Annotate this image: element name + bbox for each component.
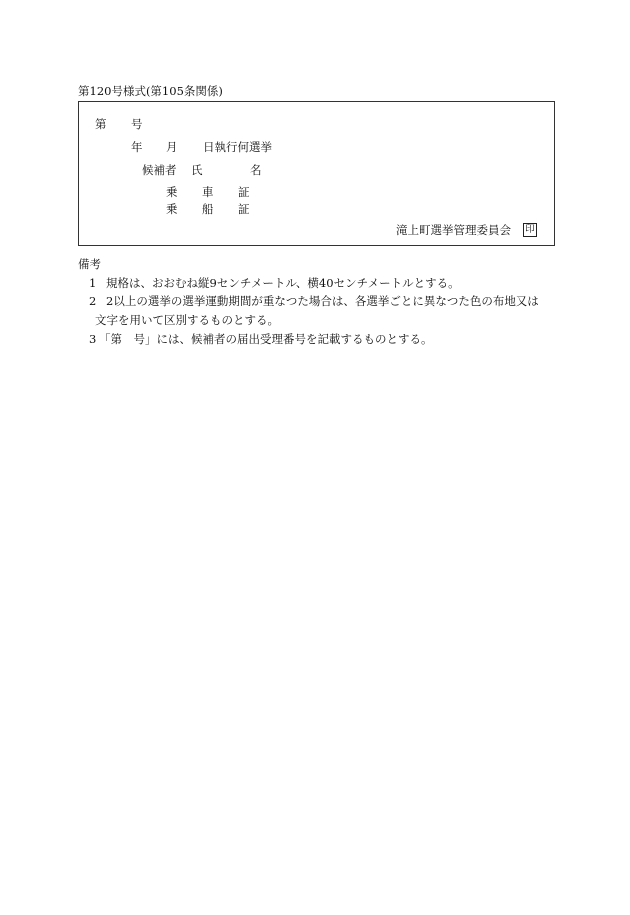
name-given: 名: [250, 163, 262, 177]
vehicle-pass-char-3: 証: [238, 185, 250, 199]
note-3-text: 「第 号」には、候補者の届出受理番号を記載するものとする。: [99, 332, 433, 346]
ship-pass-char-1: 乗: [166, 202, 178, 216]
date-day-election: 日執行何選挙: [203, 140, 272, 154]
candidate-label: 候補者: [142, 163, 177, 177]
date-year: 年: [131, 140, 143, 154]
note-2-number: 2: [89, 294, 97, 308]
number-suffix: 号: [131, 117, 143, 131]
ship-pass-char-2: 船: [202, 202, 214, 216]
note-3-number: 3: [89, 332, 97, 346]
note-2-text-continued: 文字を用いて区別するものとする。: [95, 313, 279, 327]
vehicle-pass-char-1: 乗: [166, 185, 178, 199]
ship-pass-char-3: 証: [238, 202, 250, 216]
note-2-text: 2以上の選挙の選挙運動期間が重なつた場合は、各選挙ごとに異なつた色の布地又は: [106, 294, 539, 308]
seal-mark: 印: [523, 223, 537, 237]
form-title: 第120号様式(第105条関係): [78, 84, 223, 98]
note-1-number: 1: [89, 276, 97, 290]
name-family: 氏: [191, 163, 203, 177]
date-month: 月: [166, 140, 178, 154]
issuer: 滝上町選挙管理委員会: [396, 223, 511, 237]
note-1-text: 規格は、おおむね縦9センチメートル、横40センチメートルとする。: [106, 276, 460, 290]
number-prefix: 第: [95, 117, 107, 131]
vehicle-pass-char-2: 車: [202, 185, 214, 199]
notes-heading: 備考: [78, 257, 101, 271]
